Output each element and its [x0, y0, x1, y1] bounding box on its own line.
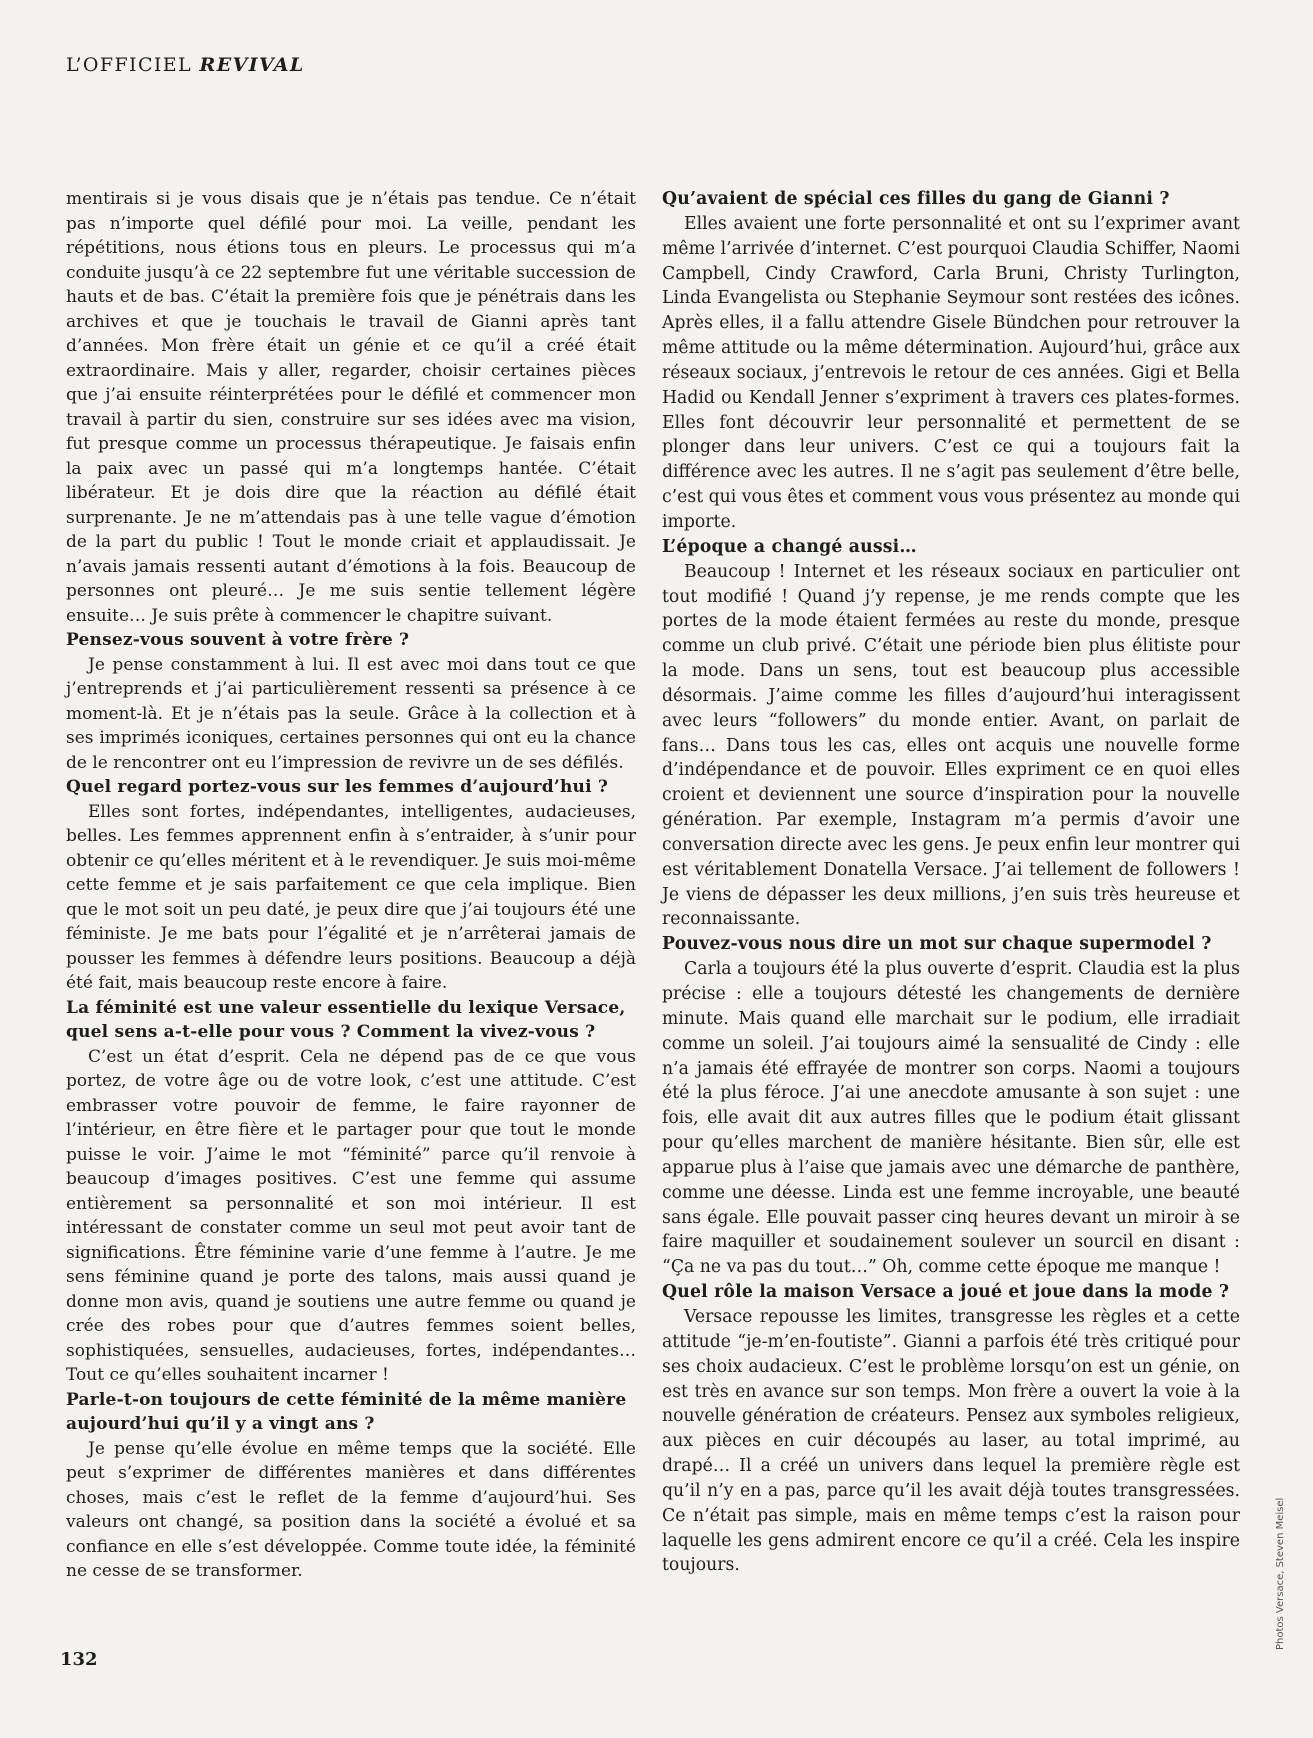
paragraph: Beaucoup ! Internet et les réseaux sociaux en particulier ont tout modifié ! Quand j’y repense, je me rends compte que les portes de la mode étaient fermées au reste du monde, presque comme un club privé. C’était une période bien plus élitiste pour la mode. Dans un sens, tout est beaucoup plus accessible désormais. J’aime comme les filles d’aujourd’hui interagissent avec leurs “followers” du monde entier. Avant, on parlait de fans… Dans tous les cas, elles ont acquis une nouvelle forme d’indépendance et de pouvoir. Elles expriment ce en quoi elles croient et deviennent une source d’inspiration pour la nouvelle génération. Par exemple, Instagram m’a permis d’avoir une conversation directe avec les gens. Je peux enfin leur montrer qui est véritablement Donatella Versace. J’ai tellement de followers ! Je viens de dépasser les deux millions, j’en suis très heureuse et reconnaissante.: [662, 561, 1240, 930]
question-heading: Qu’avaient de spécial ces filles du gang de Gianni ?: [662, 189, 1170, 209]
right-column: [662, 187, 1240, 1578]
question-heading: Parle-t-on toujours de cette féminité de la même manière aujourd’hui qu’il y a vingt ans ?: [66, 1389, 627, 1434]
masthead-brand: L’OFFICIEL: [66, 54, 193, 76]
paragraph: C’est un état d’esprit. Cela ne dépend pas de ce que vous portez, de votre âge ou de votre look, c’est une attitude. C’est embrasser votre pouvoir de femme, le faire rayonner de l’intérieur, en être fière et le partager pour que tout le monde puisse le voir. J’aime le mot “féminité” parce qu’il renvoie à beaucoup d’images positives. C’est une femme qui assume entièrement sa personnalité et son moi intérieur. Il est intéressant de constater comme un seul mot peut avoir tant de significations. Être féminine varie d’une femme à l’autre. Je me sens féminine quand je porte des talons, mais aussi quand je donne mon avis, quand je soutiens une autre femme ou quand je crée des robes pour que d’autres femmes soient belles, sophistiquées, sensuelles, audacieuses, fortes, indépendantes… Tout ce qu’elles souhaitent incarner !: [66, 1046, 636, 1385]
paragraph: Versace repousse les limites, transgresse les règles et a cette attitude “je-m’en-foutiste”. Gianni a parfois été très critiqué pour ses choix audacieux. C’est le problème lorsqu’on est un génie, on est très en avance sur son temps. Mon frère a ouvert la voie à la nouvelle génération de créateurs. Pensez aux symboles religieux, aux pièces en cuir découpés au laser, au total imprimé, au drapé… Il a créé un univers dans lequel la première règle est qu’il n’y en a pas, parce qu’il les avait déjà toutes transgressées. Ce n’était pas simple, mais en même temps c’est la raison pour laquelle les gens admirent encore ce qu’il a créé. Cela les inspire toujours.: [662, 1306, 1240, 1576]
question-heading: Quel rôle la maison Versace a joué et joue dans la mode ?: [662, 1282, 1230, 1303]
paragraph: Carla a toujours été la plus ouverte d’esprit. Claudia est la plus précise : elle a toujours détesté les changements de dernière minute. Mais quand elle marchait sur le podium, elle irradiait comme un soleil. J’ai toujours aimé la sensualité de Cindy : elle n’a jamais été effrayée de montrer son corps. Naomi a toujours été la plus féroce. J’ai une anecdote amusante à son sujet : une fois, elle avait dit aux autres filles que le podium était glissant pour qu’elles marchent de manière hésitante. Bien sûr, elle est apparue plus à l’aise que jamais avec une démarche de panthère, comme une déesse. Linda est une femme incroyable, une beauté sans égale. Elle pouvait passer cinq heures devant un miroir à se faire maquiller et soudainement soulever un sourcil en disant : “Ça ne va pas du tout…” Oh, comme cette époque me manque !: [662, 959, 1240, 1278]
paragraph: Je pense qu’elle évolue en même temps que la société. Elle peut s’exprimer de différentes manières et dans différentes choses, mais c’est le reflet de la femme d’aujourd’hui. Ses valeurs ont changé, sa position dans la société a évolué et sa confiance en elle s’est développée. Comme toute idée, la féminité ne cesse de se transformer.: [66, 1438, 636, 1581]
question-heading: Pensez-vous souvent à votre frère ?: [66, 630, 410, 650]
question-heading: Quel regard portez-vous sur les femmes d’aujourd’hui ?: [66, 777, 609, 797]
paragraph: Elles avaient une forte personnalité et ont su l’exprimer avant même l’arrivée d’internet. C’est pourquoi Claudia Schiffer, Naomi Campbell, Cindy Crawford, Carla Bruni, Christy Turlington, Linda Evangelista ou Stephanie Seymour sont restées des icônes. Après elles, il a fallu attendre Gisele Bündchen pour retrouver la même attitude ou la même détermination. Aujourd’hui, grâce aux réseaux sociaux, j’entrevois le retour de ces années. Gigi et Bella Hadid ou Kendall Jenner s’expriment à travers ces plates-formes. Elles font découvrir leur personnalité et permettent de se plonger dans leur univers. C’est ce qui a toujours fait la différence avec les autres. Il ne s’agit pas seulement d’être belle, c’est qui vous êtes et comment vous vous présentez au monde qui importe.: [662, 213, 1240, 532]
question-heading: La féminité est une valeur essentielle du lexique Versace, quel sens a-t-elle pour vous ? Comment la vivez-vous ?: [66, 997, 626, 1042]
paragraph: Elles sont fortes, indépendantes, intelligentes, audacieuses, belles. Les femmes apprennent enfin à s’entraider, à s’unir pour obtenir ce qu’elles méritent et à le revendiquer. Je suis moi-même cette femme et je sais parfaitement ce que cela implique. Bien que le mot soit un peu daté, je peux dire que j’ai toujours été une féministe. Je me bats pour l’égalité et je n’arrêterai jamais de pousser les femmes à défendre leurs positions. Beaucoup a déjà été fait, mais beaucoup reste encore à faire.: [66, 801, 636, 993]
photo-credit: Photos Versace, Steven Meisel: [1275, 1497, 1286, 1650]
paragraph: Je pense constamment à lui. Il est avec moi dans tout ce que j’entreprends et j’ai particulièrement ressenti sa présence à ce moment-là. Et je n’étais pas la seule. Grâce à la collection et à ses imprimés iconiques, certaines personnes qui ont eu la chance de le rencontrer ont eu l’impression de revivre un de ses défilés.: [66, 654, 636, 773]
masthead-section: REVIVAL: [199, 54, 305, 76]
page-number: 132: [60, 1649, 98, 1670]
question-heading: L’époque a changé aussi…: [662, 536, 917, 557]
left-column: [66, 187, 636, 1584]
paragraph: mentirais si je vous disais que je n’étais pas tendue. Ce n’était pas n’importe quel défilé pour moi. La veille, pendant les répétitions, nous étions tous en pleurs. Le processus qui m’a conduite jusqu’à ce 22 septembre fut une véritable succession de hauts et de bas. C’était la première fois que je pénétrais dans les archives et que je touchais le travail de Gianni après tant d’années. Mon frère était un génie et ce qu’il a créé était extraordinaire. Mais y aller, regarder, choisir certaines pièces que j’ai ensuite réinterprétées pour le défilé et commencer mon travail à partir du sien, construire sur ses idées avec ma vision, fut presque comme un processus thérapeutique. Je faisais enfin la paix avec un passé qui m’a longtemps hantée. C’était libérateur. Et je dois dire que la réaction au défilé était surprenante. Je ne m’attendais pas à une telle vague d’émotion de la part du public ! Tout le monde criait et applaudissait. Je n’avais jamais ressenti autant d’émotions à la fois. Beaucoup de personnes ont pleuré… Je me suis sentie tellement légère ensuite… Je suis prête à commencer le chapitre suivant.: [66, 189, 636, 626]
question-heading: Pouvez-vous nous dire un mot sur chaque supermodel ?: [662, 934, 1212, 955]
masthead: [66, 54, 305, 76]
